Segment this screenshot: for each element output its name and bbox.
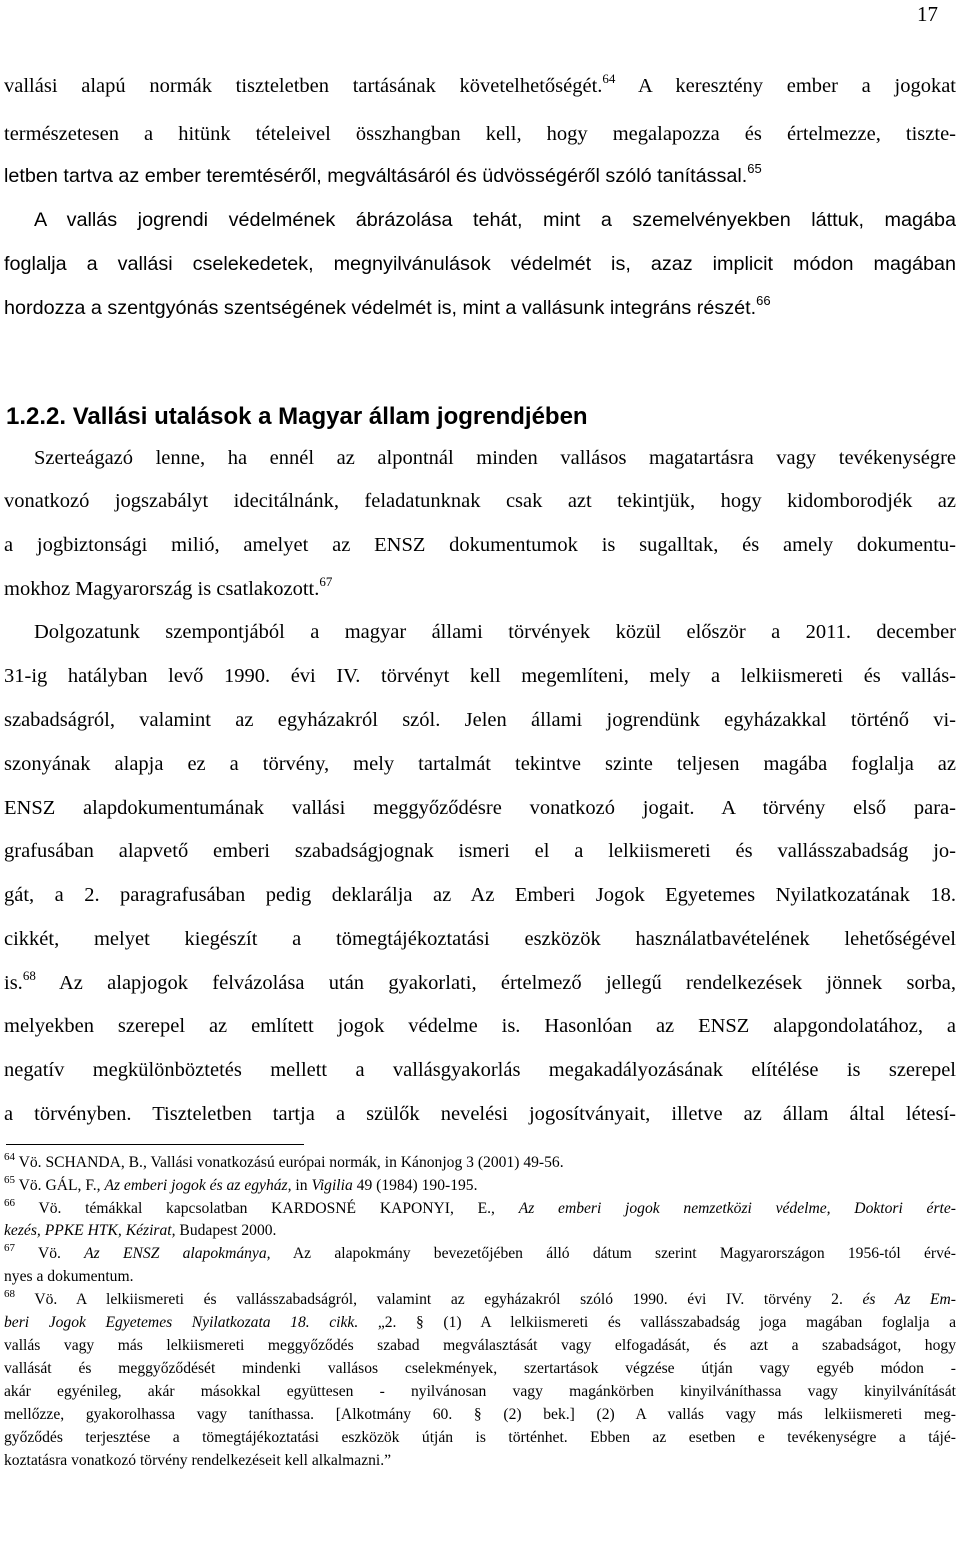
body-line: Dolgozatunk szempontjából a magyar állami törvények közül először a 2011. december xyxy=(34,621,956,643)
footnote-ref[interactable]: 66 xyxy=(756,293,771,308)
footnote-67-cont: nyes a dokumentum. xyxy=(4,1268,134,1285)
body-line: foglalja a vallási cselekedetek, megnyilvánulások védelmét is, azaz implicit módon magában xyxy=(4,253,956,275)
text: mokhoz Magyarország is csatlakozott. xyxy=(4,578,320,600)
footnote-text: „2. § (1) A lelkiismereti és vallásszabadság joga magában foglalja a xyxy=(358,1314,956,1331)
footnote-journal: Vigilia xyxy=(311,1177,353,1194)
footnote-68 xyxy=(4,1288,956,1309)
body-line: szonyának alapja ez a törvény, mely tartalmát tekintve szinte teljesen magába foglalja az xyxy=(4,753,956,775)
footnote-64 xyxy=(4,1151,956,1172)
footnote-number: 66 xyxy=(4,1197,15,1209)
body-line: grafusában alapvető emberi szabadságjognak ismeri el a lelkiismereti és vallásszabadság jo- xyxy=(4,840,956,862)
footnote-66 xyxy=(4,1197,956,1218)
body-line xyxy=(4,71,956,98)
body-line: Szerteágazó lenne, ha ennél az alpontnál minden vallásos magatartásra vagy tevékenységre xyxy=(34,447,956,469)
body-line: ENSZ alapdokumentumának vallási meggyőződésre vonatkozó jogait. A törvény első para- xyxy=(4,797,956,819)
footnote-text: in xyxy=(291,1177,312,1194)
body-line: A vallás jogrendi védelmének ábrázolása tehát, mint a szemelvényekben láttuk, magába xyxy=(34,209,956,231)
footnote-text: Vö. témákkal kapcsolatban KARDOSNÉ KAPONYI, E., xyxy=(15,1200,519,1217)
footnote-66-cont xyxy=(4,1222,956,1240)
text: Az alapjogok felvázolása után gyakorlati, értelmező jellegű rendelkezések jönnek sorba, xyxy=(35,972,956,994)
footnote-68-line: vallás vagy más lelkiismereti meggyőződés szabad megválasztását vagy elfogadását, és azt a szabadságot, hogy xyxy=(4,1337,956,1354)
body-line: a törvényben. Tiszteletben tartja a szülők nevelési jogosítványait, illetve az állam által létesí- xyxy=(4,1103,956,1125)
text: letben tartva az ember teremtéséről, megváltásáról és üdvösségéről szóló tanítással. xyxy=(4,165,748,187)
body-line: cikkét, melyet kiegészít a tömegtájékoztatási eszközök használatbavételének lehetőségével xyxy=(4,928,956,950)
footnote-title: beri Jogok Egyetemes Nyilatkozata 18. cikk. xyxy=(4,1314,359,1331)
footnote-text: Budapest 2000. xyxy=(175,1222,277,1239)
footnote-text: Az alapokmány bevezetőjében álló dátum szerint Magyarországon 1956-tól érvé- xyxy=(270,1245,956,1262)
body-line: negatív megkülönböztetés mellett a vallásgyakorlás megakadályozásának elítélése is szerepel xyxy=(4,1059,956,1081)
footnote-ref[interactable]: 68 xyxy=(22,968,36,983)
page-number: 17 xyxy=(917,2,938,26)
body-line: vonatkozó jogszabályt idecitálnánk, feladatunknak csak azt tekintjük, hogy kidomborodjék az xyxy=(4,490,956,512)
text: hordozza a szentgyónás szentségének védelmét is, mint a vallásunk integráns részét. xyxy=(4,297,757,319)
footnote-ref[interactable]: 65 xyxy=(747,161,762,176)
body-line: természetesen a hitünk tételeivel összhangban kell, hogy megalapozza és értelmezze, tiszte- xyxy=(4,123,956,145)
footnote-title: Az ENSZ alapokmánya, xyxy=(84,1245,271,1262)
text: is. xyxy=(4,972,23,994)
footnote-text: Vö. xyxy=(15,1245,85,1262)
footnote-ref[interactable]: 64 xyxy=(602,71,616,86)
text: vallási alapú normák tiszteletben tartásának követelhetőségét. xyxy=(4,75,603,97)
footnote-text: 49 (1984) 190-195. xyxy=(352,1177,478,1194)
section-heading: 1.2.2. Vallási utalások a Magyar állam jogrendjében xyxy=(6,403,588,430)
footnote-65 xyxy=(4,1174,956,1195)
footnote-68-line: győződés terjesztése a tömegtájékoztatási eszközök útján is történhet. Ebben az esetben e tevékenységre a tájé- xyxy=(4,1429,956,1446)
body-line: a jogbiztonsági milió, amelyet az ENSZ dokumentumok is sugalltak, és amely dokumentu- xyxy=(4,534,956,556)
footnote-title: Az emberi jogok nemzetközi védelme, Doktori érte- xyxy=(518,1200,956,1217)
footnote-68-line: mellőzze, gyakorolhassa vagy taníthassa. [Alkotmány 60. § (2) bek.] (2) A vallás vagy más lelkiismereti meg- xyxy=(4,1406,956,1423)
body-line: melyekben szerepel az említett jogok védelme is. Hasonlóan az ENSZ alapgondolatához, a xyxy=(4,1015,956,1037)
text: A keresztény ember a jogokat xyxy=(615,75,956,97)
footnote-text: Vö. A lelkiismereti és vallásszabadságról, valamint az egyházakról szóló 1990. évi IV. törvény 2. xyxy=(15,1291,863,1308)
footnote-number: 64 xyxy=(4,1151,15,1163)
body-line: 31-ig hatályban levő 1990. évi IV. törvényt kell megemlíteni, mely a lelkiismereti és vallás- xyxy=(4,665,956,687)
footnote-number: 67 xyxy=(4,1242,15,1254)
footnote-title: Az emberi jogok és az egyház, xyxy=(104,1177,292,1194)
footnote-separator xyxy=(6,1144,304,1145)
footnote-text: Vö. GÁL, F., xyxy=(15,1177,105,1194)
body-line: gát, a 2. paragrafusában pedig deklarálja az Az Emberi Jogok Egyetemes Nyilatkozatának 18. xyxy=(4,884,956,906)
body-line xyxy=(4,161,956,188)
footnote-68-line: akár egyénileg, akár másokkal együttesen - nyilvánosan vagy magánkörben kinyilváníthassa vagy kinyilvánítását xyxy=(4,1383,956,1400)
footnote-number: 65 xyxy=(4,1174,15,1186)
footnote-number: 68 xyxy=(4,1288,15,1300)
footnote-68-line xyxy=(4,1314,956,1332)
footnote-68-line: koztatásra vonatkozó törvény rendelkezéseit kell alkalmazni.” xyxy=(4,1452,392,1469)
footnote-text: Vö. SCHANDA, B., Vallási vonatkozású európai normák, in Kánonjog 3 (2001) 49-56. xyxy=(15,1154,564,1171)
footnote-68-line: vallását és meggyőződését mindenki vallásos cselekmények, szertartások végzése útján vagy egyéb módon - xyxy=(4,1360,956,1377)
body-line xyxy=(4,968,956,995)
footnote-title: kezés, PPKE HTK, Kézirat, xyxy=(4,1222,176,1239)
body-line: szabadságról, valamint az egyházakról szól. Jelen állami jogrendünk egyházakkal történő vi- xyxy=(4,709,956,731)
footnote-ref[interactable]: 67 xyxy=(319,574,333,589)
footnote-67 xyxy=(4,1242,956,1263)
footnote-title: és Az Em- xyxy=(862,1291,956,1308)
body-line xyxy=(4,293,956,320)
body-line xyxy=(4,574,956,601)
